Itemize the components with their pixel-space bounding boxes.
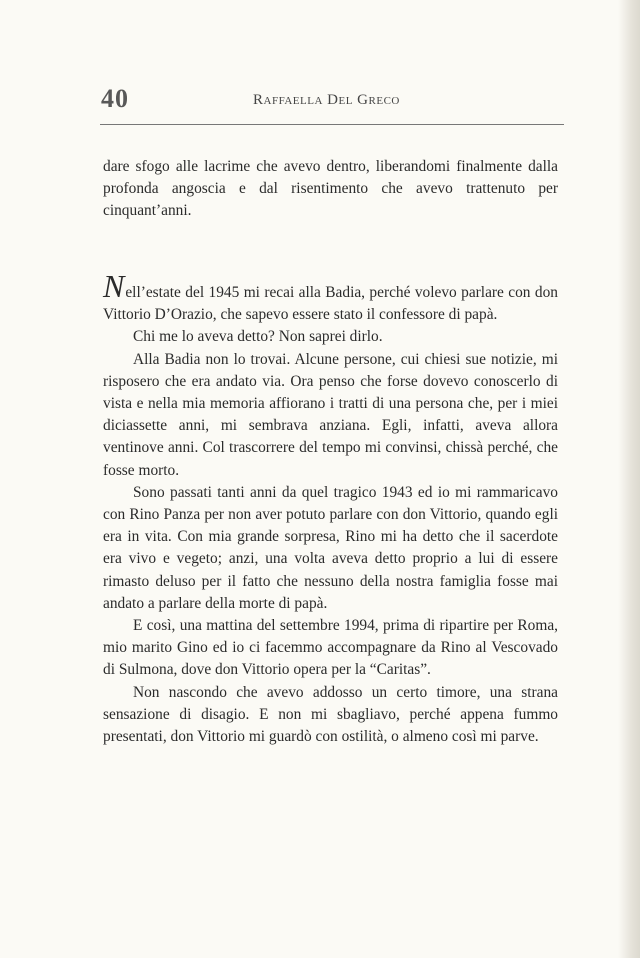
paragraph-6: Non nascondo che avevo addosso un certo timore, una strana sensazione di disagio. E non mi sbagliavo, perché appena fummo presentati, don Vittorio mi guardò con ostilità, o almeno così mi parve. bbox=[103, 683, 558, 746]
page-edge-shadow bbox=[618, 0, 640, 958]
paragraph-4: Sono passati tanti anni da quel tragico 1943 ed io mi rammaricavo con Rino Panza per non aver potuto parlare con don Vittorio, quando egli era in vita. Con mia grande sorpresa, Rino mi ha detto che il sacerdote era vivo e vegeto; anzi, una volta aveva detto proprio a lui di essere rimasto deluso per il fatto che nessuno della nostra famiglia fosse mai andato a parlare della morte di papà. bbox=[103, 483, 558, 612]
page-header bbox=[97, 80, 564, 124]
header-rule bbox=[100, 124, 564, 125]
section-body bbox=[103, 268, 558, 748]
page-number: 40 bbox=[101, 84, 129, 113]
continuation-paragraph: dare sfogo alle lacrime che avevo dentro, liberandomi finalmente dalla profonda angoscia e dal risentimento che avevo trattenuto per cinquant’anni. bbox=[103, 158, 558, 220]
drop-cap: N bbox=[103, 268, 125, 304]
paragraph-5: E così, una mattina del settembre 1994, prima di ripartire per Roma, mio marito Gino ed io ci facemmo accompagnare da Rino al Vescovado di Sulmona, dove don Vittorio opera per la “Caritas”. bbox=[103, 617, 558, 679]
paragraph-2: Chi me lo aveva detto? Non saprei dirlo. bbox=[133, 328, 383, 346]
paragraph-3: Alla Badia non lo trovai. Alcune persone, cui chiesi sue notizie, mi risposero che era andato via. Ora penso che forse dovevo conoscerlo di vista e nella mia memoria affiorano i tratti di una persona che, per i miei diciassette anni, mi sembrava anziana. Egli, infatti, aveva allora ventinove anni. Col trascorrere del tempo mi convinsi, chissà perché, che fosse morto. bbox=[103, 350, 558, 479]
running-head: Raffaella Del Greco bbox=[253, 92, 400, 108]
continuation-paragraph-block bbox=[103, 156, 558, 223]
paragraph-1 bbox=[103, 268, 558, 326]
paragraph-1-text: ell’estate del 1945 mi recai alla Badia, perché volevo parlare con don Vittorio D’Orazio, che sapevo essere stato il confessore di papà. bbox=[103, 284, 558, 324]
